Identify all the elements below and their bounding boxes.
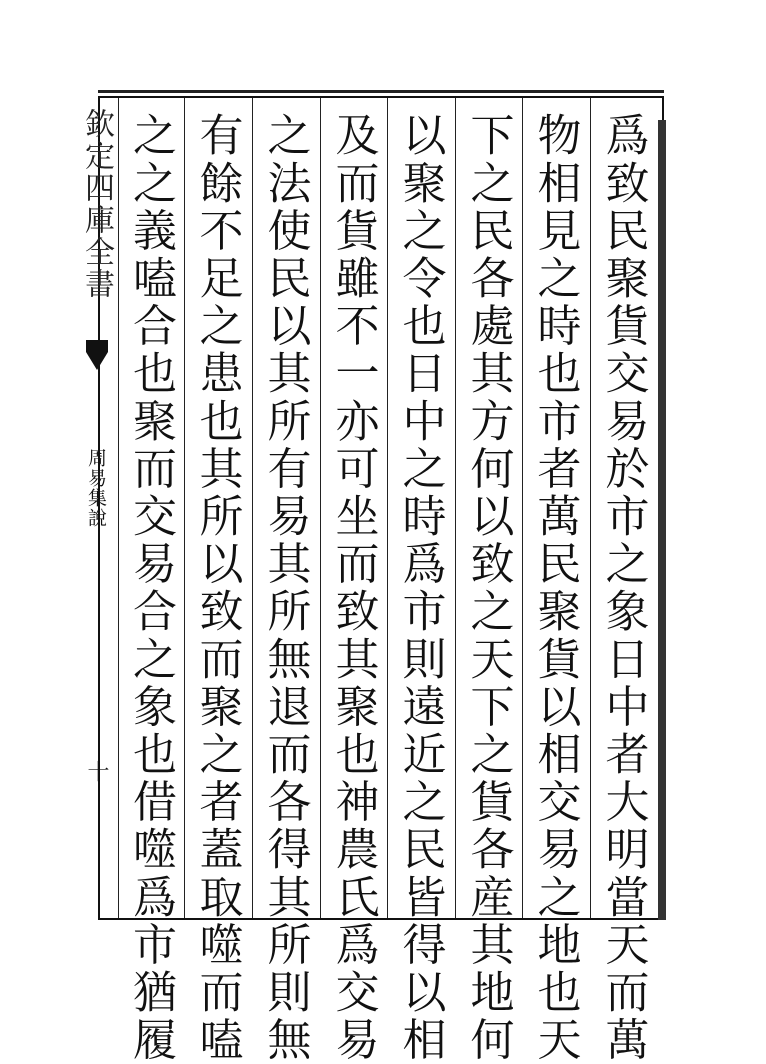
fish-tail-mark-icon <box>84 338 110 372</box>
column-text: 物相見之時也市者萬民聚貨以相交易之地也天 <box>529 112 581 1064</box>
spine-title: 欽定四庫全書 <box>79 108 114 300</box>
text-column-8 <box>118 98 182 1064</box>
text-column-6 <box>252 98 316 1064</box>
column-text: 及而貨雖不一亦可坐而致其聚也神農氏爲交易 <box>327 112 379 1064</box>
right-border-bar <box>658 120 666 920</box>
column-text: 以聚之令也日中之時爲市則遠近之民皆得以相 <box>394 112 446 1064</box>
column-text: 爲致民聚貨交易於市之象日中者大明當天而萬 <box>597 112 649 1064</box>
column-text: 之之義嗑合也聚而交易合之象也借噬爲市猶履 <box>125 112 176 1064</box>
column-text: 之法使民以其所有易其所無退而各得其所則無 <box>259 112 311 1064</box>
top-rule <box>98 90 664 93</box>
page-number: 十 <box>84 760 109 782</box>
text-column-7 <box>184 98 248 1064</box>
book-title: 周易集說 <box>85 448 107 528</box>
column-text: 有餘不足之患也其所以致而聚之者蓋取噬而嗑 <box>191 112 243 1064</box>
column-text: 下之民各處其方何以致之天下之貨各産其地何 <box>462 112 514 1064</box>
text-column-4 <box>387 98 451 1064</box>
text-column-5 <box>320 98 384 1064</box>
text-column-3 <box>455 98 519 1064</box>
text-column-1 <box>590 98 654 1064</box>
text-column-2 <box>522 98 586 1064</box>
